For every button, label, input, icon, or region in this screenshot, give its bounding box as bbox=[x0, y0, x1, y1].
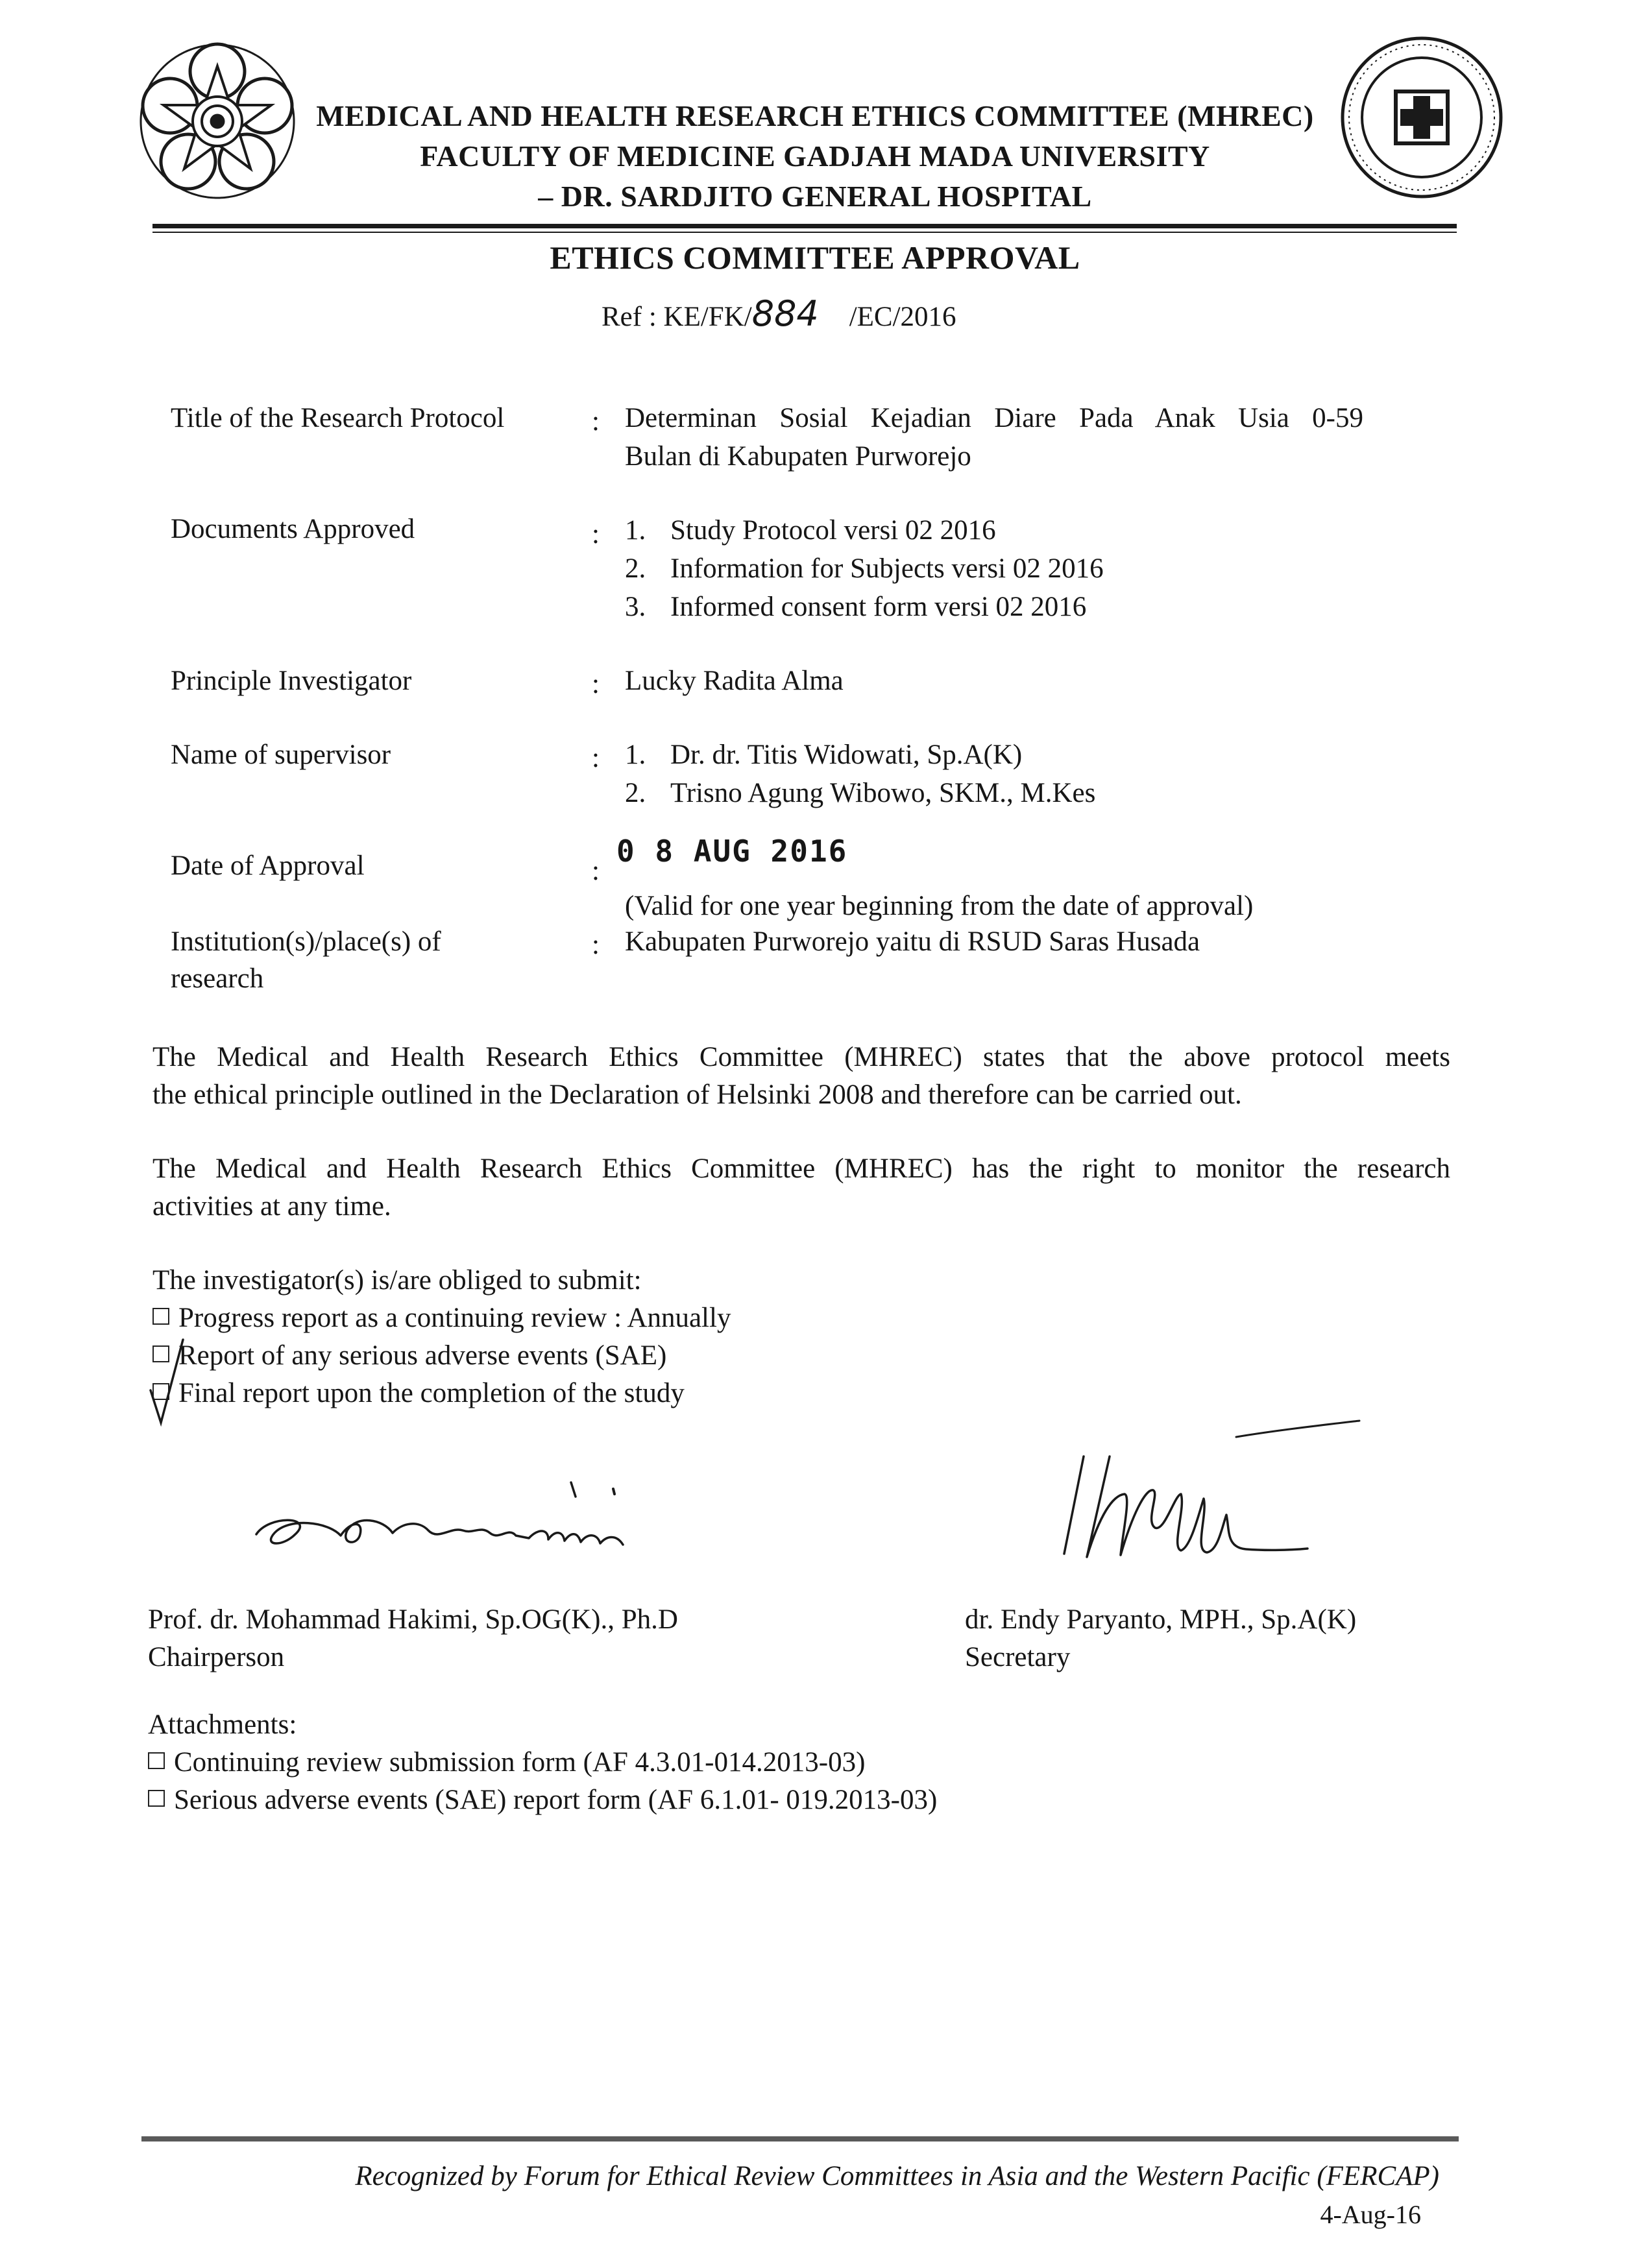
attachments-heading: Attachments: bbox=[148, 1709, 297, 1740]
protocol-label: Title of the Research Protocol bbox=[171, 403, 505, 433]
approval-validity-note: (Valid for one year beginning from the date of approval) bbox=[625, 891, 1254, 921]
handwritten-check-mark-icon bbox=[144, 1333, 189, 1430]
secretary-role: Secretary bbox=[965, 1642, 1071, 1672]
institution-value: Kabupaten Purworejo yaitu di RSUD Saras Husada bbox=[625, 926, 1200, 957]
obligation-item-text: Final report upon the completion of the study bbox=[178, 1378, 685, 1408]
ref-prefix: Ref : KE/FK/ bbox=[602, 302, 752, 332]
obligation-item bbox=[152, 1337, 1450, 1375]
supervisor-item-text: Dr. dr. Titis Widowati, Sp.A(K) bbox=[670, 740, 1023, 770]
institution-label-line-1: Institution(s)/place(s) of bbox=[171, 926, 441, 957]
document-title: ETHICS COMMITTEE APPROVAL bbox=[550, 239, 1080, 276]
attachment-item-text: Continuing review submission form (AF 4.3.01-014.2013-03) bbox=[174, 1747, 866, 1778]
secretary-signature bbox=[1048, 1418, 1385, 1576]
attachment-item bbox=[148, 1744, 1446, 1781]
attachment-item-text: Serious adverse events (SAE) report form (AF 6.1.01- 019.2013-03) bbox=[174, 1785, 938, 1815]
approval-date-colon: : bbox=[592, 856, 600, 886]
investigator-name: Lucky Radita Alma bbox=[625, 666, 844, 696]
checkbox-icon bbox=[148, 1752, 165, 1769]
supervisor-item bbox=[625, 739, 1022, 771]
statement-1-line-1: The Medical and Health Research Ethics Committee (MHREC) states that the above protocol meets bbox=[152, 1042, 1450, 1072]
chairperson-name: Prof. dr. Mohammad Hakimi, Sp.OG(K)., Ph.D bbox=[148, 1604, 678, 1635]
chairperson-role: Chairperson bbox=[148, 1642, 285, 1672]
chairperson-signature bbox=[243, 1463, 659, 1573]
documents-item-text: Informed consent form versi 02 2016 bbox=[670, 592, 1087, 622]
protocol-title-line-1: Determinan Sosial Kejadian Diare Pada Anak Usia 0-59 bbox=[625, 403, 1363, 433]
supervisor-item-text: Trisno Agung Wibowo, SKM., M.Kes bbox=[670, 778, 1096, 808]
secretary-name: dr. Endy Paryanto, MPH., Sp.A(K) bbox=[965, 1604, 1357, 1635]
footer-recognition: Recognized by Forum for Ethical Review Committees in Asia and the Western Pacific (FERCAP) bbox=[355, 2161, 1439, 2191]
supervisor-label: Name of supervisor bbox=[171, 740, 391, 770]
approval-date-label: Date of Approval bbox=[171, 850, 365, 881]
institution-label-line-2: research bbox=[171, 963, 264, 994]
obligation-item-text: Progress report as a continuing review : Annually bbox=[178, 1303, 731, 1333]
obligation-item-text: Report of any serious adverse events (SAE) bbox=[178, 1340, 667, 1371]
header-line-3: – DR. SARDJITO GENERAL HOSPITAL bbox=[538, 180, 1092, 213]
supervisor-item-number: 1. bbox=[625, 740, 646, 770]
supervisor-item bbox=[625, 777, 1095, 809]
protocol-title-line-2: Bulan di Kabupaten Purworejo bbox=[625, 441, 971, 472]
investigator-label: Principle Investigator bbox=[171, 666, 412, 696]
supervisor-item-number: 2. bbox=[625, 778, 646, 808]
documents-item-text: Information for Subjects versi 02 2016 bbox=[670, 553, 1104, 584]
documents-item-number: 3. bbox=[625, 592, 646, 622]
statement-1-line-2: the ethical principle outlined in the Declaration of Helsinki 2008 and therefore can be carried out. bbox=[152, 1080, 1242, 1110]
documents-item bbox=[625, 591, 1086, 623]
header-line-1: MEDICAL AND HEALTH RESEARCH ETHICS COMMITTEE (MHREC) bbox=[316, 99, 1314, 132]
statement-2-line-2: activities at any time. bbox=[152, 1191, 391, 1222]
obligations-intro: The investigator(s) is/are obliged to submit: bbox=[152, 1265, 642, 1296]
checkbox-icon bbox=[148, 1790, 165, 1807]
protocol-colon: : bbox=[592, 406, 600, 437]
footer-rule bbox=[141, 2136, 1459, 2141]
documents-item-number: 1. bbox=[625, 515, 646, 546]
supervisor-colon: : bbox=[592, 743, 600, 773]
reference-number bbox=[602, 293, 956, 334]
documents-label: Documents Approved bbox=[171, 514, 415, 544]
documents-item-number: 2. bbox=[625, 553, 646, 584]
documents-item bbox=[625, 514, 996, 546]
investigator-colon: : bbox=[592, 669, 600, 699]
documents-colon: : bbox=[592, 519, 600, 549]
statement-2-line-1: The Medical and Health Research Ethics Committee (MHREC) has the right to monitor the research bbox=[152, 1153, 1450, 1184]
footer-date: 4-Aug-16 bbox=[1320, 2200, 1421, 2229]
header-line-2: FACULTY OF MEDICINE GADJAH MADA UNIVERSITY bbox=[420, 139, 1210, 173]
obligation-item bbox=[152, 1299, 1450, 1337]
ref-suffix: /EC/2016 bbox=[849, 302, 956, 332]
ref-handwritten-number: 884 bbox=[751, 293, 819, 334]
institution-colon: : bbox=[592, 930, 600, 960]
attachment-item bbox=[148, 1781, 1446, 1819]
approval-date-stamp: 0 8 AUG 2016 bbox=[616, 834, 848, 869]
documents-item bbox=[625, 553, 1104, 585]
obligation-item bbox=[152, 1375, 1450, 1412]
header-rule-thin bbox=[152, 232, 1457, 233]
checkbox-icon bbox=[152, 1308, 169, 1325]
header-rule-thick bbox=[152, 224, 1457, 228]
documents-item-text: Study Protocol versi 02 2016 bbox=[670, 515, 996, 546]
